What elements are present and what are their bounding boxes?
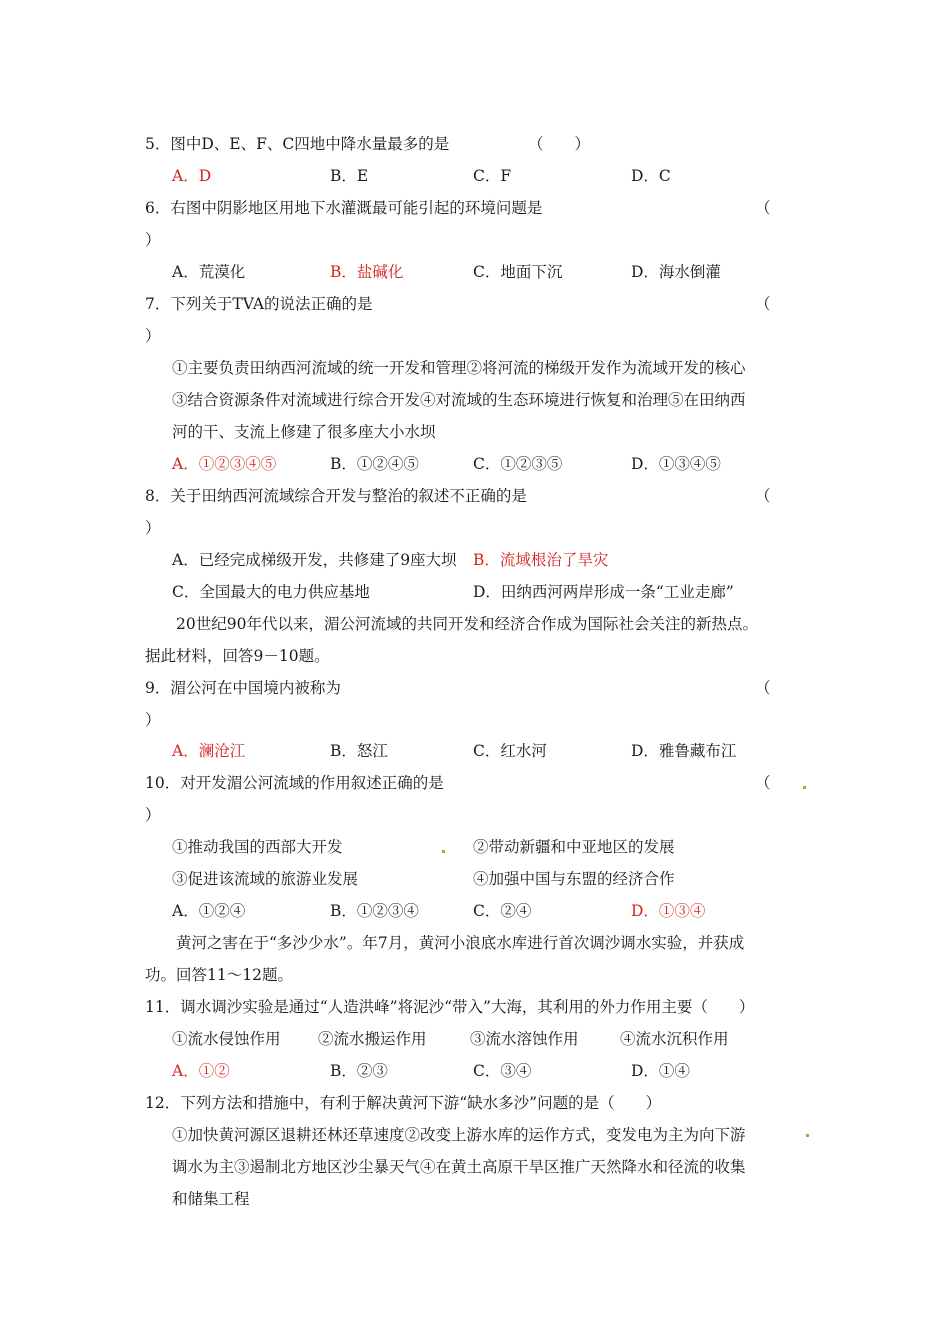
q6-paren-close: ） [145,231,161,249]
q5-option-a: A．D [172,167,212,185]
q11-item-1: ①流水侵蚀作用 [172,1030,281,1048]
q7-option-b: B．①②④⑤ [330,455,419,473]
q10-item-3: ③促进该流域的旅游业发展 [172,870,359,888]
q7-body-line-3: 河的干、支流上修建了很多座大小水坝 [172,423,436,441]
q8-paren-close: ） [145,519,161,537]
q6-paren-open: （ [755,199,771,217]
q5-answer-paren: （ ） [528,135,591,153]
q5-option-d: D．C [631,167,671,185]
q9-option-d: D．雅鲁藏布江 [631,742,737,760]
scan-mark [803,786,806,789]
q7-body-line-1: ①主要负责田纳西河流域的统一开发和管理②将河流的梯级开发作为流域开发的核心 [172,359,746,377]
passage1-line-1: 20世纪90年代以来，湄公河流域的共同开发和经济合作成为国际社会关注的新热点。 [176,615,758,633]
q12-stem: 12．下列方法和措施中，有利于解决黄河下游“缺水多沙”问题的是（ ） [145,1094,662,1112]
scan-mark [806,1134,809,1137]
q7-option-c: C．①②③⑤ [473,455,563,473]
q7-option-a: A．①②③④⑤ [172,455,277,473]
q11-stem: 11．调水调沙实验是通过“人造洪峰”将泥沙“带入”大海，其利用的外力作用主要（ ） [145,998,755,1016]
q7-paren-open: （ [755,295,771,313]
q7-paren-close: ） [145,327,161,345]
q12-body-line-2: 调水为主③遏制北方地区沙尘暴天气④在黄土高原干旱区推广天然降水和径流的收集 [172,1158,746,1176]
q11-option-a: A．①② [172,1062,230,1080]
q11-option-d: D．①④ [631,1062,690,1080]
q11-item-4: ④流水沉积作用 [620,1030,729,1048]
q9-option-c: C．红水河 [473,742,547,760]
q6-option-a: A．荒漠化 [172,263,246,281]
q10-paren-close: ） [145,806,161,824]
q11-item-3: ③流水溶蚀作用 [470,1030,579,1048]
q5-option-c: C．F [473,167,512,185]
q9-option-a: A．澜沧江 [172,742,246,760]
q6-option-d: D．海水倒灌 [631,263,721,281]
passage1-line-2: 据此材料，回答9－10题。 [145,647,330,665]
passage2-line-2: 功。回答11～12题。 [145,966,293,984]
q7-body-line-2: ③结合资源条件对流域进行综合开发④对流域的生态环境进行恢复和治理⑤在田纳西 [172,391,746,409]
q11-item-2: ②流水搬运作用 [318,1030,427,1048]
q9-stem: 9．湄公河在中国境内被称为 [145,679,341,697]
q9-paren-open: （ [755,679,771,697]
q10-option-b: B．①②③④ [330,902,419,920]
q10-item-4: ④加强中国与东盟的经济合作 [473,870,675,888]
q8-option-d: D．田纳西河两岸形成一条“工业走廊” [473,583,734,601]
q8-option-b: B．流域根治了旱灾 [473,551,609,569]
q10-option-c: C．②④ [473,902,532,920]
q6-option-c: C．地面下沉 [473,263,563,281]
q10-option-d: D．①③④ [631,902,706,920]
scan-mark [442,850,445,853]
q10-item-2: ②带动新疆和中亚地区的发展 [473,838,675,856]
q5-stem: 5．图中D、E、F、C四地中降水量最多的是 [145,135,450,153]
q7-stem: 7．下列关于TVA的说法正确的是 [145,295,373,313]
q6-stem: 6．右图中阴影地区用地下水灌溉最可能引起的环境问题是 [145,199,543,217]
q9-option-b: B．怒江 [330,742,388,760]
q9-paren-close: ） [145,711,161,729]
q8-option-a: A．已经完成梯级开发，共修建了9座大坝 [172,551,457,569]
q10-option-a: A．①②④ [172,902,246,920]
q8-option-c: C．全国最大的电力供应基地 [172,583,370,601]
q5-option-b: B．E [330,167,369,185]
q12-body-line-1: ①加快黄河源区退耕还林还草速度②改变上游水库的运作方式，变发电为主为向下游 [172,1126,746,1144]
q8-paren-open: （ [755,487,771,505]
q6-option-b: B．盐碱化 [330,263,404,281]
q10-item-1: ①推动我国的西部大开发 [172,838,343,856]
q12-body-line-3: 和储集工程 [172,1190,250,1208]
q8-stem: 8．关于田纳西河流域综合开发与整治的叙述不正确的是 [145,487,527,505]
passage2-line-1: 黄河之害在于“多沙少水”。年7月，黄河小浪底水库进行首次调沙调水实验，并获成 [176,934,745,952]
q11-option-c: C．③④ [473,1062,532,1080]
q10-paren-open: （ [755,774,771,792]
q7-option-d: D．①③④⑤ [631,455,721,473]
q11-option-b: B．②③ [330,1062,388,1080]
q10-stem: 10．对开发湄公河流域的作用叙述正确的是 [145,774,444,792]
